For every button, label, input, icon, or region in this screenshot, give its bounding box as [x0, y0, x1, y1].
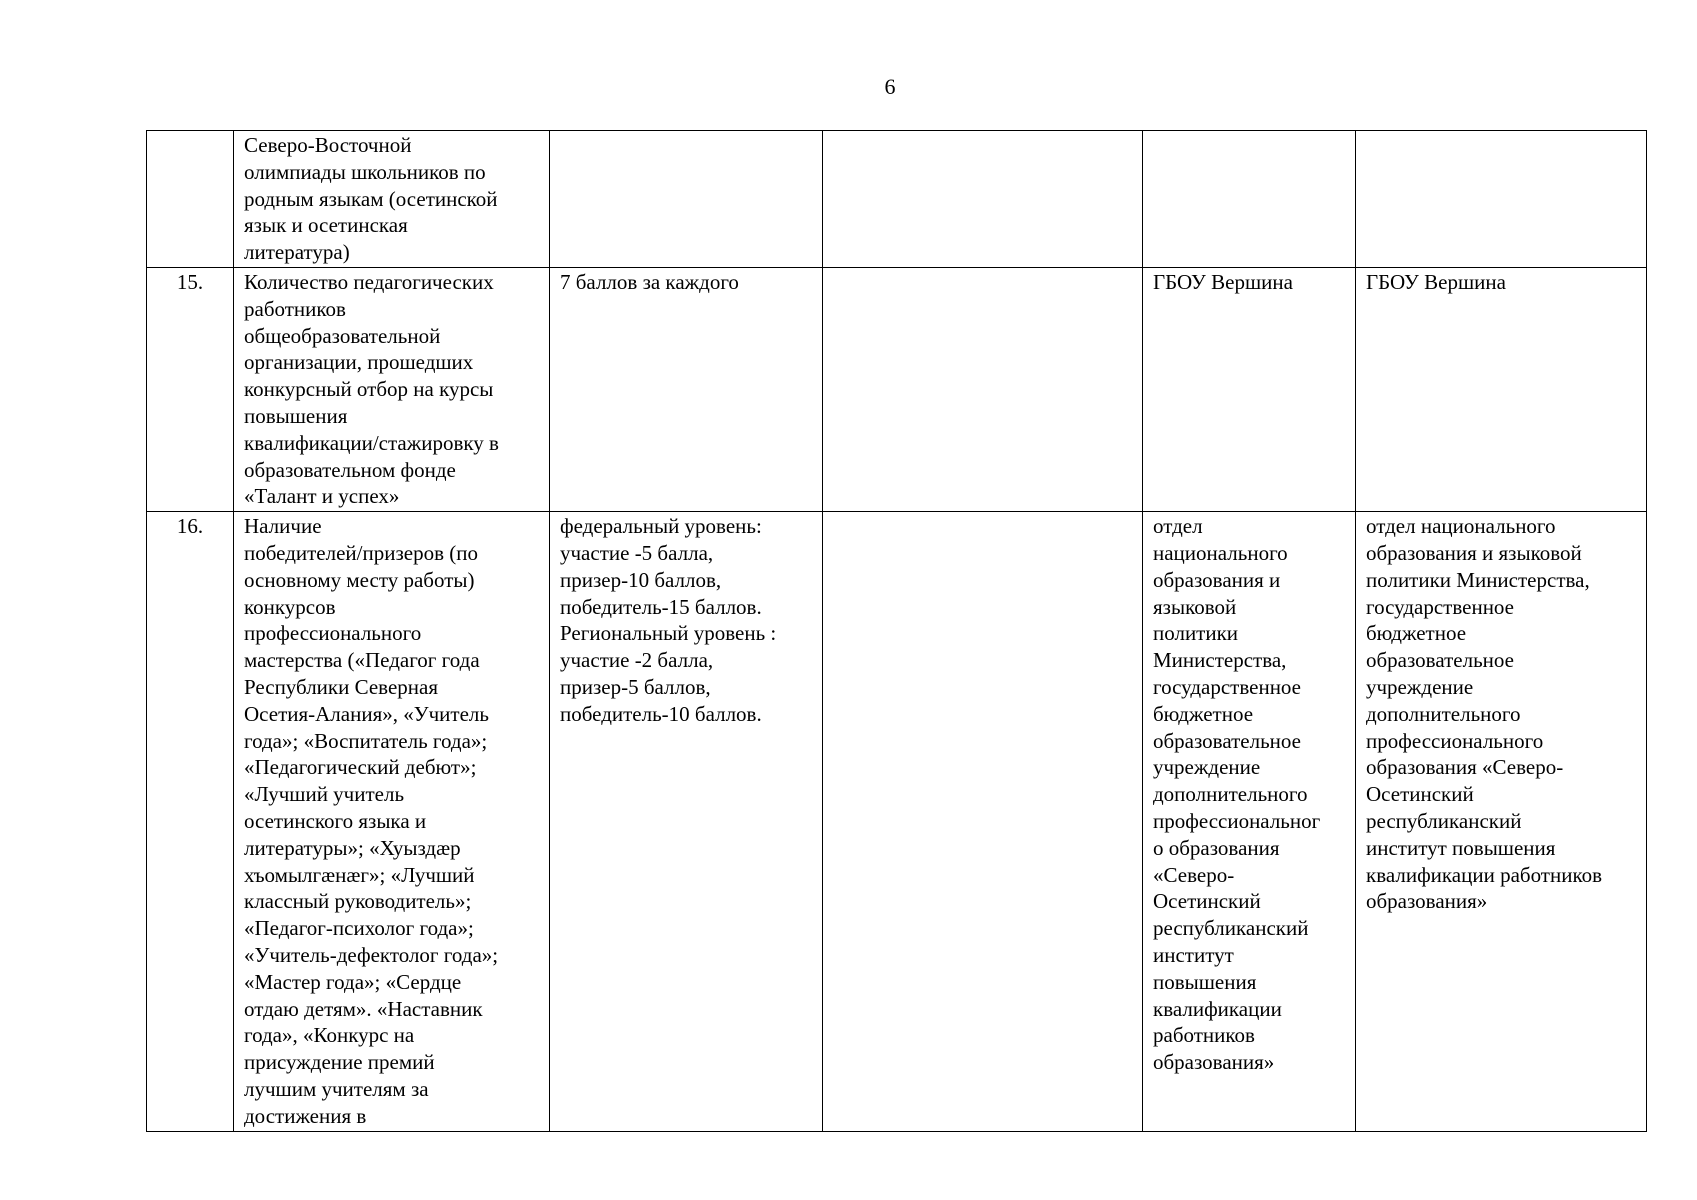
- row-number: 15.: [176, 269, 204, 294]
- responsible-cell: [1356, 512, 1647, 1132]
- indicator-cell: [234, 131, 550, 268]
- row-number-cell: [147, 267, 234, 511]
- points-cell: [550, 267, 823, 511]
- points-text: федеральный уровень: участие -5 балла, призер-10 баллов, победитель-15 баллов. Региональный уровень : участие -2 балла, призер-5 баллов, победитель-10 баллов.: [560, 514, 777, 726]
- table-row: [147, 512, 1647, 1132]
- points-cell: [550, 512, 823, 1132]
- page-number: 6: [884, 74, 896, 99]
- row-number: 16.: [176, 514, 204, 539]
- indicator-text: Северо-Восточной олимпиады школьников по родным языкам (осетинской язык и осетинская литература): [244, 133, 498, 265]
- row-number-cell: [147, 512, 234, 1132]
- table-row: [147, 131, 1647, 268]
- indicator-text: Количество педагогических работников общеобразовательной организации, прошедших конкурсный отбор на курсы повышения квалификации/стажировку в образовательном фонде «Талант и успех»: [244, 269, 499, 509]
- source-text: отдел национального образования и языковой политики Министерства, государственное бюджетное образовательное учреждение дополнительного профессиональног о образования «Северо- Осетинский республиканский институт повышения квалификации работников образования»: [1153, 514, 1321, 1075]
- table-row: [147, 267, 1647, 511]
- responsible-text: отдел национального образования и языковой политики Министерства, государственное бюджетное образовательное учреждение дополнительного профессионального образования «Северо- Осетинский республиканский институт повышения квалификации работников образования»: [1366, 514, 1603, 914]
- source-text: ГБОУ Вершина: [1153, 269, 1293, 294]
- source-cell: [1143, 131, 1356, 268]
- points-text: 7 баллов за каждого: [560, 269, 739, 294]
- source-cell: [1143, 512, 1356, 1132]
- empty-cell: [823, 267, 1143, 511]
- source-cell: [1143, 267, 1356, 511]
- points-cell: [550, 131, 823, 268]
- responsible-cell: [1356, 131, 1647, 268]
- responsible-cell: [1356, 267, 1647, 511]
- empty-cell: [823, 131, 1143, 268]
- criteria-table: [146, 130, 1647, 1132]
- indicator-cell: [234, 512, 550, 1132]
- indicator-text: Наличие победителей/призеров (по основному месту работы) конкурсов профессионального мастерства («Педагог года Республики Северная Осетия-Алания», «Учитель года»; «Воспитатель года»; «Педагогический дебют»; «Лучший учитель осетинского языка и литературы»; «Хуыздæр хъомылгæнæг»; «Лучший классный руководитель»; «Педагог-психолог года»; «Учитель-дефектолог года»; «Мастер года»; «Сердце отдаю детям». «Наставник года», «Конкурс на присуждение премий лучшим учителям за достижения в: [244, 514, 499, 1128]
- responsible-text: ГБОУ Вершина: [1366, 269, 1506, 294]
- indicator-cell: [234, 267, 550, 511]
- row-number-cell: [147, 131, 234, 268]
- empty-cell: [823, 512, 1143, 1132]
